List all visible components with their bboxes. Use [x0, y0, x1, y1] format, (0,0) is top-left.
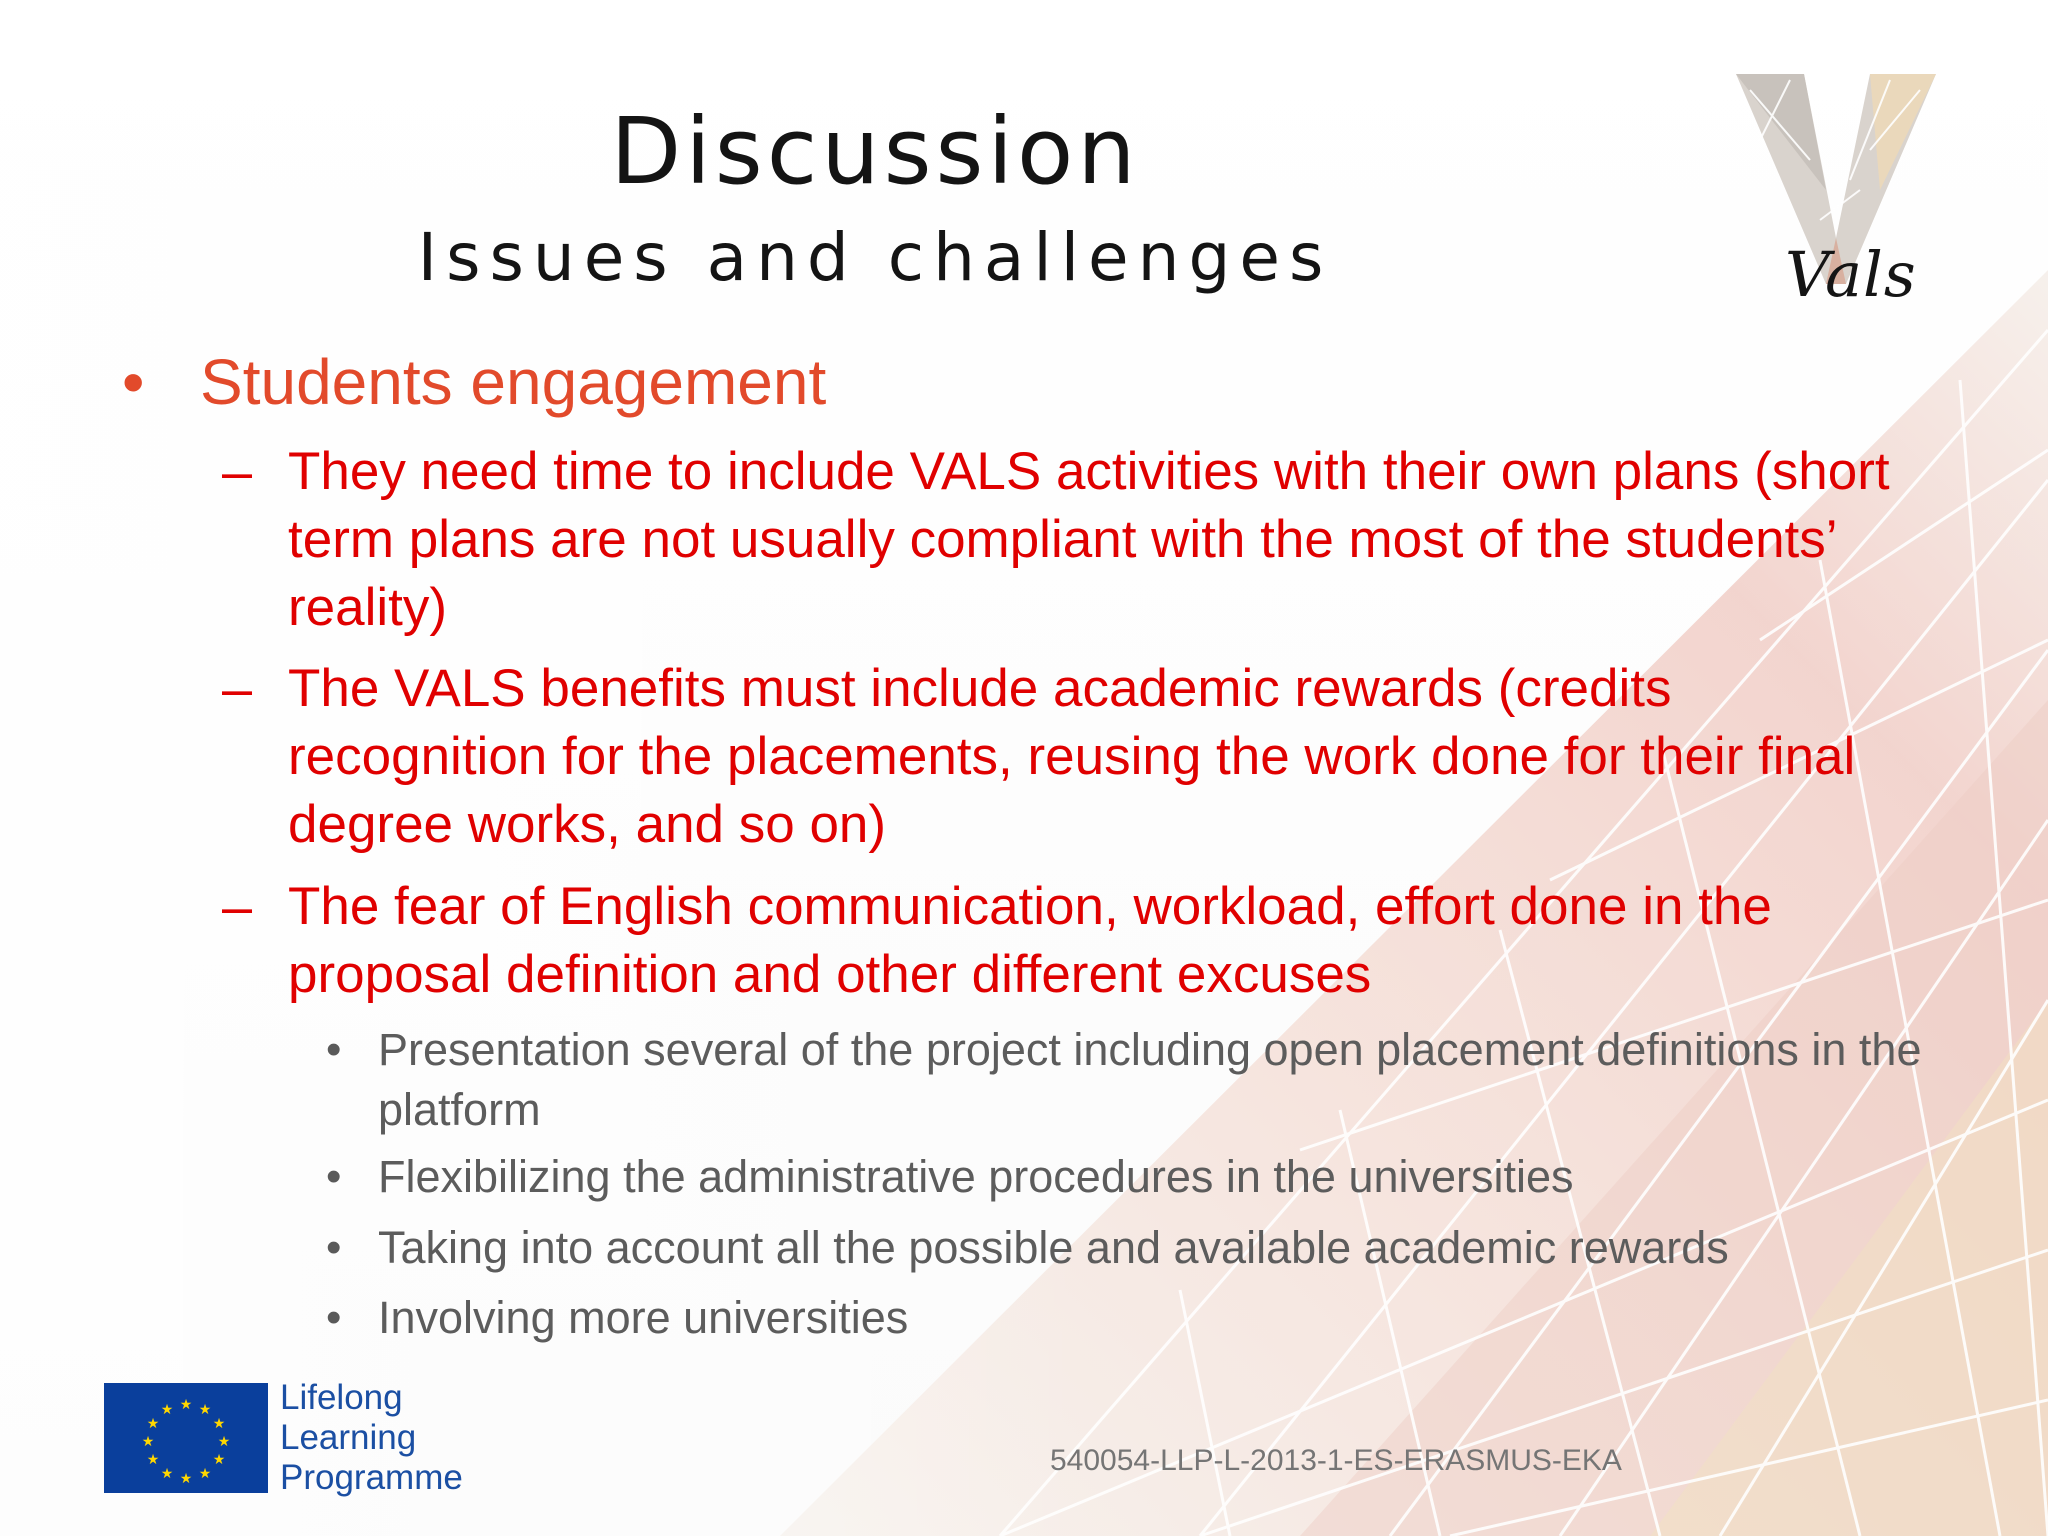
dash-icon: –: [222, 877, 253, 937]
small-bullet-icon: •: [326, 1223, 342, 1272]
sub-item-3: The fear of English communication, workload, effort done in the proposal definition and other different excuses: [288, 877, 1772, 1004]
logo-wordmark: Vals: [1785, 238, 1917, 311]
sub-sub-item-1: Presentation several of the project including open placement definitions in the platform: [378, 1024, 1922, 1135]
svg-text:★: ★: [179, 1471, 193, 1487]
programme-line-1: Lifelong: [280, 1378, 403, 1417]
programme-line-2: Learning: [280, 1418, 417, 1457]
small-bullet-icon: •: [326, 1025, 342, 1074]
small-bullet-icon: •: [326, 1152, 342, 1201]
slide-title: Discussion: [610, 98, 1140, 205]
svg-text:★: ★: [179, 1397, 193, 1413]
bullet-icon: •: [122, 346, 145, 418]
svg-text:★: ★: [212, 1452, 226, 1468]
sub-sub-item-4: Involving more universities: [378, 1292, 909, 1343]
svg-text:★: ★: [141, 1434, 155, 1450]
dash-icon: –: [222, 442, 253, 502]
sub-item-2: The VALS benefits must include academic rewards (credits recognition for the placements, reusing the work done for their final degree works, and so on): [288, 659, 1856, 854]
slide-subtitle: Issues and challenges: [417, 219, 1333, 296]
svg-text:★: ★: [198, 1466, 212, 1482]
eu-flag-icon: [104, 1383, 268, 1493]
svg-text:★: ★: [160, 1402, 174, 1418]
svg-text:★: ★: [198, 1402, 212, 1418]
small-bullet-icon: •: [326, 1293, 342, 1342]
svg-text:★: ★: [146, 1452, 160, 1468]
main-bullet: Students engagement: [200, 346, 827, 418]
project-code: 540054-LLP-L-2013-1-ES-ERASMUS-EKA: [1050, 1444, 1622, 1477]
svg-text:★: ★: [212, 1416, 226, 1432]
sub-sub-item-2: Flexibilizing the administrative procedures in the universities: [378, 1151, 1574, 1202]
programme-line-3: Programme: [280, 1458, 463, 1497]
dash-icon: –: [222, 659, 253, 719]
sub-sub-item-3: Taking into account all the possible and available academic rewards: [378, 1222, 1729, 1273]
svg-text:★: ★: [160, 1466, 174, 1482]
programme-label: [280, 1378, 463, 1498]
svg-text:★: ★: [217, 1434, 231, 1450]
svg-text:★: ★: [146, 1416, 160, 1432]
sub-item-1: They need time to include VALS activities with their own plans (short term plans are not usually compliant with the most of the students’ reality): [288, 442, 1890, 637]
